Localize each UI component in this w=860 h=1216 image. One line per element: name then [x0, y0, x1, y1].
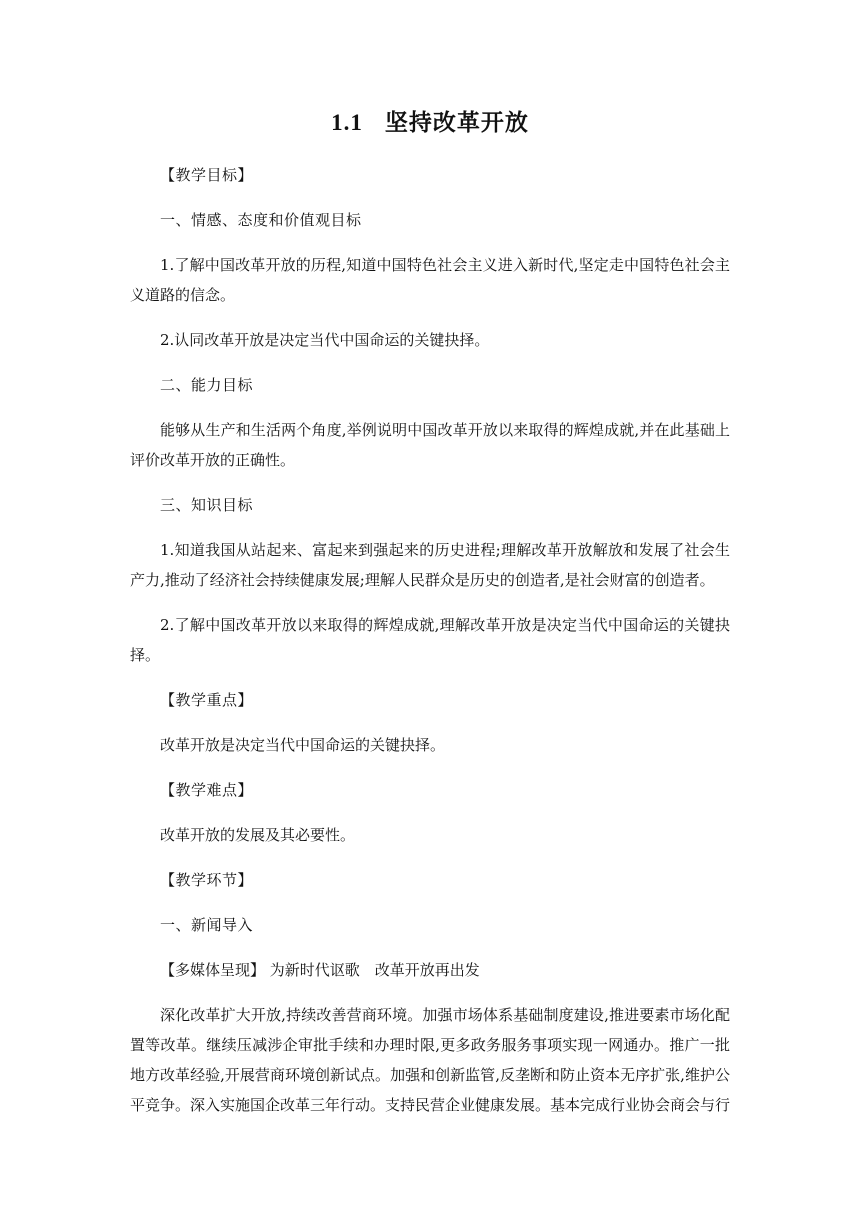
title-number: 1.1 [331, 110, 363, 135]
page-title [0, 104, 860, 137]
subheading-ability-objectives: 二、能力目标 [160, 376, 254, 394]
section-heading-difficulties: 【教学难点】 [160, 781, 254, 799]
paragraph: 改革开放的发展及其必要性。 [160, 826, 356, 844]
subheading-emotion-objectives: 一、情感、态度和价值观目标 [160, 211, 362, 229]
paragraph: 2.认同改革开放是决定当代中国命运的关键抉择。 [160, 331, 490, 349]
paragraph: 改革开放是决定当代中国命运的关键抉择。 [160, 736, 446, 754]
document-body [130, 160, 730, 1135]
section-heading-key-points: 【教学重点】 [160, 691, 254, 709]
subheading-news-intro: 一、新闻导入 [160, 916, 254, 934]
paragraph: 1.了解中国改革开放的历程,知道中国特色社会主义进入新时代,坚定走中国特色社会主义道路的信念。 [130, 256, 730, 304]
section-heading-teaching-steps: 【教学环节】 [160, 871, 254, 889]
paragraph: 能够从生产和生活两个角度,举例说明中国改革开放以来取得的辉煌成就,并在此基础上评价改革开放的正确性。 [130, 421, 730, 469]
multimedia-caption: 【多媒体呈现】 为新时代讴歌 改革开放再出发 [160, 961, 480, 979]
paragraph: 2.了解中国改革开放以来取得的辉煌成就,理解改革开放是决定当代中国命运的关键抉择。 [130, 616, 730, 664]
subheading-knowledge-objectives: 三、知识目标 [160, 496, 254, 514]
paragraph: 深化改革扩大开放,持续改善营商环境。加强市场体系基础制度建设,推进要素市场化配置等改革。继续压减涉企审批手续和办理时限,更多政务服务事项实现一网通办。推广一批地方改革经验,开展营商环境创新试点。加强和创新监管,反垄断和防止资本无序扩张,维护公平竞争。深入实施国企改革三年行动。支持民营企业健康发展。基本完成行业协会商会与行 [130, 1006, 731, 1114]
title-text: 坚持改革开放 [384, 109, 529, 136]
section-heading-teaching-objectives: 【教学目标】 [160, 166, 254, 184]
paragraph: 1.知道我国从站起来、富起来到强起来的历史进程;理解改革开放解放和发展了社会生产力,推动了经济社会持续健康发展;理解人民群众是历史的创造者,是社会财富的创造者。 [130, 541, 730, 589]
